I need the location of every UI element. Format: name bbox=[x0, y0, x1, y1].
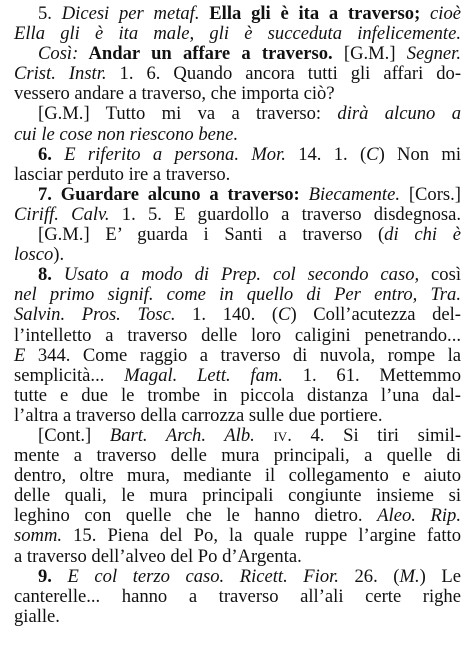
text-run: Ciriff. Calv. bbox=[14, 203, 110, 225]
text-run: C bbox=[366, 143, 379, 165]
text-run: gialle. bbox=[14, 605, 60, 627]
text-line bbox=[14, 285, 461, 305]
text-line bbox=[14, 526, 461, 546]
entry-9 bbox=[14, 567, 461, 627]
text-run: [G.M.] bbox=[332, 43, 407, 65]
text-line bbox=[14, 506, 461, 526]
text-run: nel primo signif. come in quello di Per entro, Tra. bbox=[14, 284, 461, 306]
entry-7 bbox=[14, 185, 461, 265]
text-run: ) Non mi bbox=[378, 143, 461, 165]
text-run: dentro, oltre mura, mediante il collegamento e aiuto bbox=[14, 465, 461, 487]
text-line bbox=[14, 44, 461, 64]
text-line bbox=[14, 386, 461, 406]
text-line bbox=[14, 64, 461, 84]
text-line bbox=[14, 4, 461, 24]
text-run: cui le cose non riescono bene. bbox=[14, 123, 239, 145]
text-run: lasciar perduto ire a traverso. bbox=[14, 163, 231, 185]
text-run: [G.M.] Tutto mi va a traverso: bbox=[38, 103, 338, 125]
text-run: iv bbox=[273, 424, 288, 446]
text-line bbox=[14, 265, 461, 285]
text-run bbox=[239, 144, 251, 165]
text-line bbox=[14, 24, 461, 44]
text-line bbox=[14, 125, 461, 145]
text-run: l’intelletto a traverso delle loro caligini penetrando... bbox=[14, 324, 461, 346]
text-line bbox=[14, 225, 461, 245]
text-run: cioè bbox=[420, 3, 462, 24]
text-line bbox=[14, 326, 461, 346]
text-line bbox=[14, 486, 461, 506]
text-line bbox=[14, 547, 461, 567]
text-run: M. bbox=[399, 565, 420, 587]
text-run: l’altra a traverso della carrozza sulle due portiere. bbox=[14, 404, 383, 426]
text-run: ) Coll’acutezza del- bbox=[290, 304, 461, 326]
text-run: Ella gli è ita male, gli è succeduta infelicemente. bbox=[14, 23, 461, 45]
text-run: così bbox=[419, 264, 461, 286]
text-line bbox=[14, 205, 461, 225]
entry-6 bbox=[14, 145, 461, 185]
text-run: 1. 140. ( bbox=[175, 304, 279, 326]
text-run: E bbox=[14, 344, 26, 366]
text-run: . 4. Si tiri simil- bbox=[287, 424, 462, 446]
text-run: Dicesi per metaf. bbox=[61, 3, 200, 24]
text-run: Biecamente. bbox=[299, 183, 400, 205]
text-run: E col terzo caso. Ricett. Fior. bbox=[67, 565, 339, 587]
text-line bbox=[14, 466, 461, 486]
text-run: losco bbox=[14, 244, 54, 266]
entry-5 bbox=[14, 4, 461, 145]
text-run: [G.M.] E’ guarda i Santi a traverso ( bbox=[38, 224, 385, 246]
text-run: Usato a modo di Prep. col secondo caso, bbox=[63, 264, 420, 286]
text-line bbox=[14, 567, 461, 587]
text-line bbox=[14, 607, 461, 627]
text-run: semplicità... bbox=[14, 364, 125, 386]
text-run: 1. 6. Quando ancora tutti gli affari do- bbox=[106, 63, 462, 85]
text-line bbox=[14, 366, 461, 386]
text-run: 1. 5. E guardollo a traverso disdegnosa. bbox=[109, 203, 462, 225]
text-run: mente a traverso delle mura principali, a quelle di bbox=[14, 445, 461, 467]
text-line bbox=[14, 587, 461, 607]
text-run: vessero andare a traverso, che importa ciò? bbox=[14, 83, 335, 105]
text-run: Aleo. Rip. bbox=[377, 505, 461, 527]
text-run: Così: bbox=[38, 43, 79, 65]
text-run: Segner. bbox=[406, 43, 461, 65]
text-run: tutte e due le trombe in piccola distanza l’una dal- bbox=[14, 384, 461, 406]
text-run: C bbox=[278, 304, 291, 326]
text-run: ). bbox=[53, 244, 65, 266]
text-run: canterelle... hanno a traverso all’ali certe righe bbox=[14, 585, 461, 607]
text-line bbox=[14, 84, 461, 104]
text-run: 1. 61. Mettemmo bbox=[282, 364, 461, 386]
text-run: Andar un affare a traverso. bbox=[78, 43, 333, 65]
text-run: 14. 1. ( bbox=[285, 143, 367, 165]
text-run: somm. bbox=[14, 525, 63, 547]
text-line bbox=[14, 305, 461, 325]
text-run: Mor. bbox=[251, 143, 286, 165]
text-run: 9. bbox=[38, 565, 68, 587]
text-run: Crist. Instr. bbox=[14, 63, 107, 85]
text-run: Salvin. Pros. Tosc. bbox=[14, 304, 176, 326]
text-line bbox=[14, 426, 461, 446]
text-line bbox=[14, 185, 461, 205]
text-line bbox=[14, 446, 461, 466]
text-run: Ella gli è ita a traverso; bbox=[199, 3, 421, 24]
text-run: 5. bbox=[38, 3, 62, 24]
text-run: E riferito a persona. bbox=[64, 143, 240, 165]
text-run: 15. Piena del Po, la quale ruppe l’argine fatto bbox=[62, 525, 461, 547]
text-run: leghino con quelle che le hanno dietro. bbox=[14, 505, 378, 527]
text-run: 8. bbox=[38, 264, 64, 286]
text-run: dirà alcuno a bbox=[337, 103, 461, 125]
text-run bbox=[255, 425, 274, 446]
entry-8 bbox=[14, 265, 461, 566]
text-run: 26. ( bbox=[338, 565, 400, 587]
text-run: ) Le bbox=[419, 565, 462, 587]
text-run: Magal. Lett. fam. bbox=[124, 364, 283, 386]
text-run: 344. Come raggio a traverso di nuvola, rompe la bbox=[25, 344, 461, 366]
text-line bbox=[14, 406, 461, 426]
text-line bbox=[14, 245, 461, 265]
text-run: delle quali, le mura principali congiunte insieme si bbox=[14, 485, 461, 507]
text-line bbox=[14, 145, 461, 165]
text-run: [Cors.] bbox=[399, 183, 461, 205]
text-run: 6. bbox=[38, 143, 65, 165]
text-line bbox=[14, 104, 461, 124]
text-run: 7. Guardare alcuno a traverso: bbox=[38, 183, 300, 205]
text-line bbox=[14, 165, 461, 185]
text-run: a traverso dell’alveo del Po d’Argenta. bbox=[14, 545, 302, 567]
text-run: Bart. Arch. Alb. bbox=[109, 424, 255, 446]
text-line bbox=[14, 346, 461, 366]
text-run: di chi è bbox=[384, 224, 462, 246]
text-run: [Cont.] bbox=[38, 424, 110, 446]
